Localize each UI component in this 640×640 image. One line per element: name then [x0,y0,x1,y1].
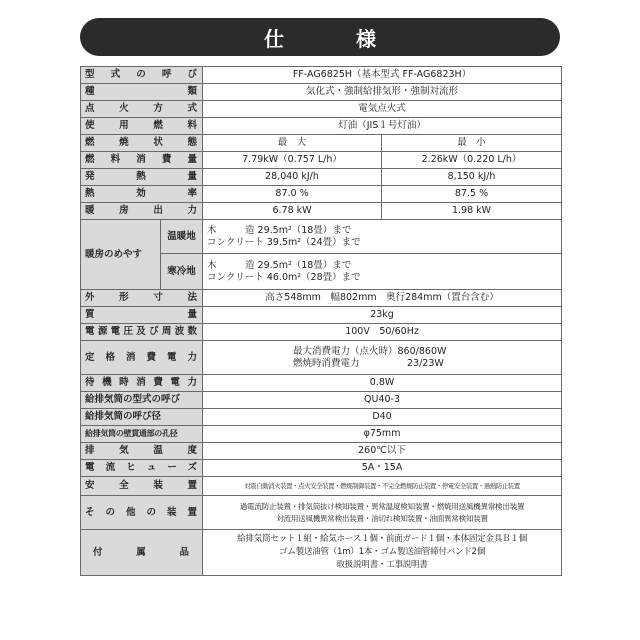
value-line: 取扱説明書・工事説明書 [336,560,428,570]
row-label: 点火方式 [81,101,203,118]
row-value: 23kg [203,307,562,324]
table-row [81,375,562,392]
table-row [81,496,562,530]
row-label: 種類 [81,84,203,101]
min-value: 2.26kW（0.220 L/h） [382,152,562,169]
table-row [81,169,562,186]
value-line: ゴム製送油管（1m）1本・ゴム製送油管締付バンド2個 [278,547,486,557]
row-label: 定格消費電力 [81,341,203,375]
value-line: 木 造 29.5m²（18畳）まで [207,259,352,271]
row-value: 260℃以下 [203,443,562,460]
row-value: QU40-3 [203,392,562,409]
row-label: その他の装置 [81,496,203,530]
row-label: 給排気筒の壁貫通部の孔径 [81,426,203,443]
max-value: 87.0 % [203,186,382,203]
row-value: 気化式・強制給排気形・強制対流形 [203,84,562,101]
value-line: 給排気筒セット１組・給気ホース１個・前面ガード１個・本体固定金具Ｂ１個 [237,534,527,544]
row-label: 外形寸法 [81,290,203,307]
table-row [81,290,562,307]
value-line: 過電流防止装置・排気筒抜け検知装置・異常温度検知装置・燃焼用送風機異常検出装置 [239,501,525,511]
table-row [81,392,562,409]
min-value: 1.98 kW [382,203,562,220]
table-row [81,460,562,477]
table-row [81,152,562,169]
spec-table [80,66,562,576]
min-value: 87.5 % [382,186,562,203]
table-row [81,84,562,101]
min-value: 8,150 kJ/h [382,169,562,186]
table-row [81,426,562,443]
row-value: 灯油（JIS１号灯油） [203,118,562,135]
row-label: 電源電圧及び周波数 [81,324,203,341]
value-line: コンクリート 39.5m²（24畳）まで [207,236,361,248]
table-row [81,307,562,324]
row-value [203,341,562,375]
row-label: 型式の呼び [81,67,203,84]
table-row [81,220,562,254]
row-value: 電気点火式 [203,101,562,118]
table-row [81,101,562,118]
table-row [81,67,562,84]
table-row [81,443,562,460]
sub-label: 温暖地 [161,220,203,254]
row-label: 暖房のめやす [81,220,161,290]
value-line: 燃焼時消費電力 23/23W [293,357,444,369]
row-label: 燃料消費量 [81,152,203,169]
row-label: 暖房出力 [81,203,203,220]
value-line: 木 造 29.5m²（18畳）まで [207,224,352,236]
row-label: 使用燃料 [81,118,203,135]
table-row [81,477,562,496]
table-row [81,135,562,152]
row-value: 100V 50/60Hz [203,324,562,341]
row-value [203,530,562,576]
table-row [81,186,562,203]
row-label: 発熱量 [81,169,203,186]
row-label: 燃焼状態 [81,135,203,152]
row-label: 安全装置 [81,477,203,496]
row-label: 給排気筒の型式の呼び [81,392,203,409]
table-row [81,530,562,576]
row-label: 付属品 [81,530,203,576]
value-line: 最大消費電力（点火時）860/860W [293,345,447,357]
table-row [81,341,562,375]
row-value [203,496,562,530]
max-value: 7.79kW（0.757 L/h） [203,152,382,169]
sub-label: 寒冷地 [161,254,203,290]
max-header: 最 大 [203,135,382,152]
row-label: 給排気筒の呼び径 [81,409,203,426]
title-bar [80,18,560,56]
page-title: 仕 様 [264,26,402,51]
row-label: 電流ヒューズ [81,460,203,477]
row-value: FF-AG6825H（基本型式 FF-AG6823H） [203,67,562,84]
row-value: D40 [203,409,562,426]
value-line: 対流用送風機異常検出装置・油切れ検知装置・油面異常検知装置 [276,513,488,523]
row-value [203,220,562,254]
table-row [81,324,562,341]
row-value: 5A・15A [203,460,562,477]
max-value: 6.78 kW [203,203,382,220]
table-row [81,118,562,135]
row-value: 高さ548mm 幅802mm 奥行284mm（置台含む） [203,290,562,307]
row-label: 質量 [81,307,203,324]
value-line: コンクリート 46.0m²（28畳）まで [207,271,361,283]
row-value: φ75mm [203,426,562,443]
row-label: 排気温度 [81,443,203,460]
row-value [203,254,562,290]
max-value: 28,040 kJ/h [203,169,382,186]
row-label: 待機時消費電力 [81,375,203,392]
table-row [81,409,562,426]
row-value: 対震自動消火装置・点火安全装置・燃焼制御装置・不完全燃焼防止装置・停電安全装置・過熱防止装置 [203,477,562,496]
min-header: 最 小 [382,135,562,152]
table-row [81,203,562,220]
row-label: 熱効率 [81,186,203,203]
row-value: 0.8W [203,375,562,392]
